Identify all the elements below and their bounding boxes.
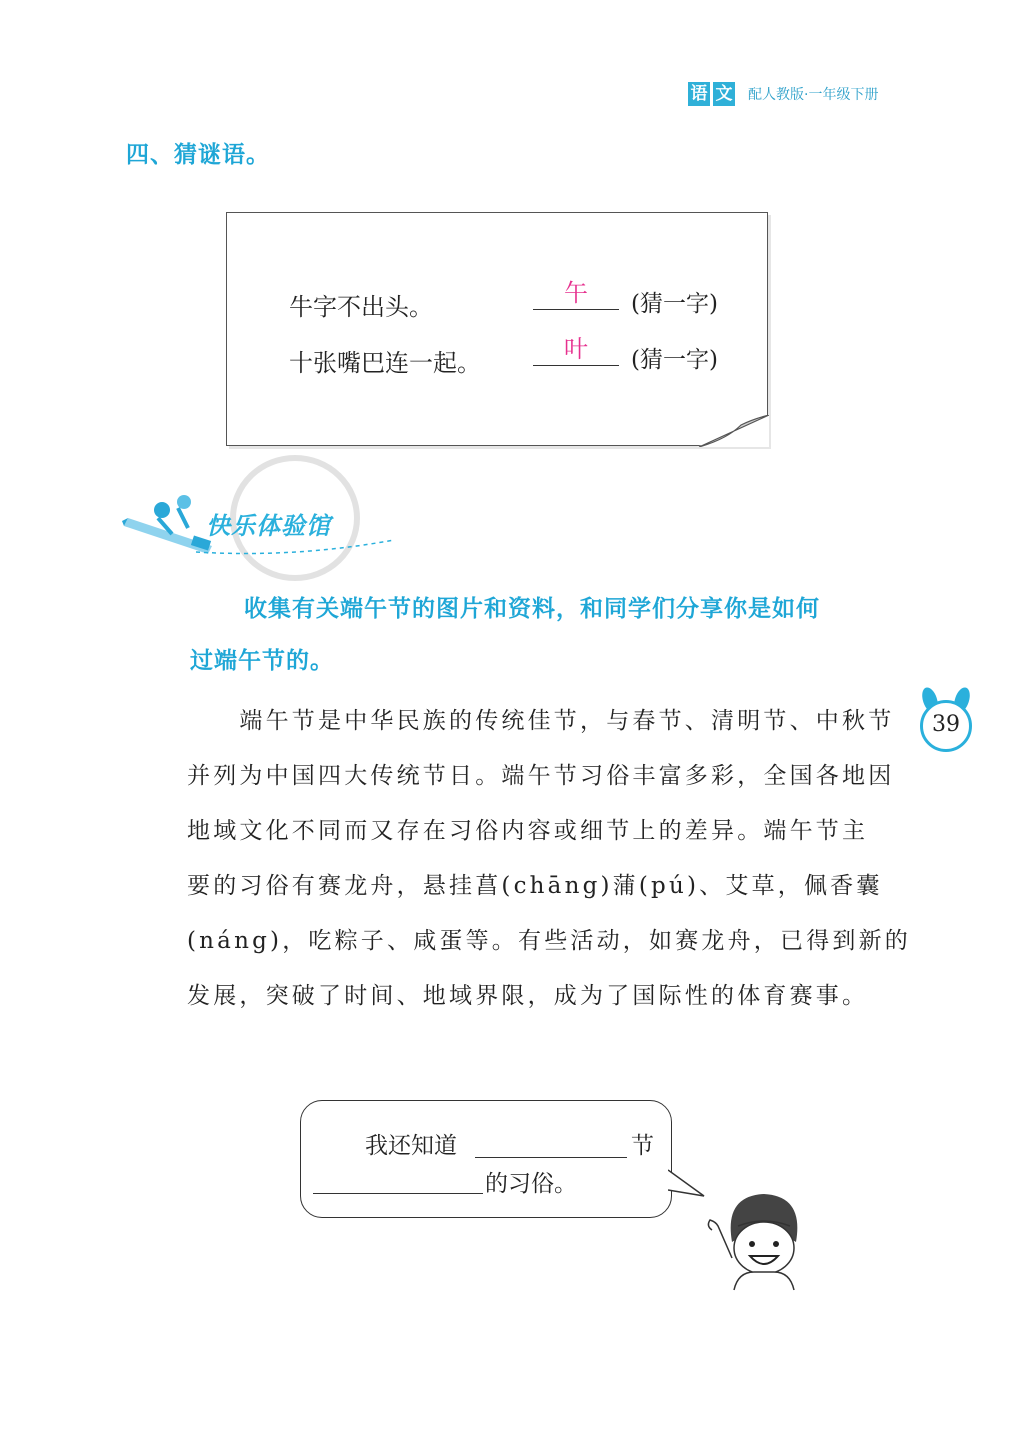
custom-blank[interactable]: [313, 1193, 483, 1194]
festival-blank[interactable]: [475, 1157, 627, 1158]
paragraph-line-2: 并列为中国四大传统节日。端午节习俗丰富多彩，全国各地因: [187, 763, 895, 789]
edition-label: 配人教版·一年级下册: [748, 87, 879, 103]
banner-title: 快乐体验馆: [206, 512, 331, 540]
paragraph-line-4: 要的习俗有赛龙舟，悬挂菖(chāng)蒲(pú)、艾草，佩香囊: [187, 873, 883, 899]
riddle-answer[interactable]: 叶: [564, 335, 588, 363]
bubble-tail: [668, 1166, 708, 1200]
bubble-prefix: 我还知道: [365, 1133, 457, 1159]
riddle-answer[interactable]: 午: [564, 279, 588, 307]
paragraph-line-5: (náng)，吃粽子、咸蛋等。有些活动，如赛龙舟，已得到新的: [187, 928, 912, 954]
paragraph-line-6: 发展，突破了时间、地域界限，成为了国际性的体育赛事。: [187, 983, 869, 1009]
answer-line: [533, 309, 619, 310]
riddle-hint: (猜一字): [631, 291, 718, 317]
answer-line: [533, 365, 619, 366]
instruction-line-2: 过端午节的。: [190, 648, 334, 674]
riddle-hint: (猜一字): [631, 347, 718, 373]
instruction-line-1: 收集有关端午节的图片和资料，和同学们分享你是如何: [244, 596, 820, 622]
speech-bubble: [300, 1100, 672, 1218]
riddle-row-2: [289, 335, 759, 375]
riddle-question: 牛字不出头。: [289, 293, 433, 321]
riddle-box: [226, 212, 768, 446]
section-four-title: 四、猜谜语。: [126, 142, 270, 168]
bubble-tail-text: 的习俗。: [485, 1171, 577, 1197]
paragraph-line-3: 地域文化不同而又存在习俗内容或细节上的差异。端午节主: [187, 818, 869, 844]
riddle-question: 十张嘴巴连一起。: [289, 349, 481, 377]
paragraph-line-1: 端午节是中华民族的传统佳节，与春节、清明节、中秋节: [187, 708, 895, 734]
page-number: 39: [920, 700, 972, 752]
riddle-row-1: [289, 279, 759, 319]
page-curl-icon: [697, 415, 769, 447]
subject-chip-2: 文: [713, 82, 735, 106]
girl-cartoon-icon: [704, 1186, 822, 1292]
banner-dashes: [196, 528, 396, 558]
bubble-suffix: 节: [631, 1133, 654, 1159]
subject-chip-1: 语: [688, 82, 710, 106]
